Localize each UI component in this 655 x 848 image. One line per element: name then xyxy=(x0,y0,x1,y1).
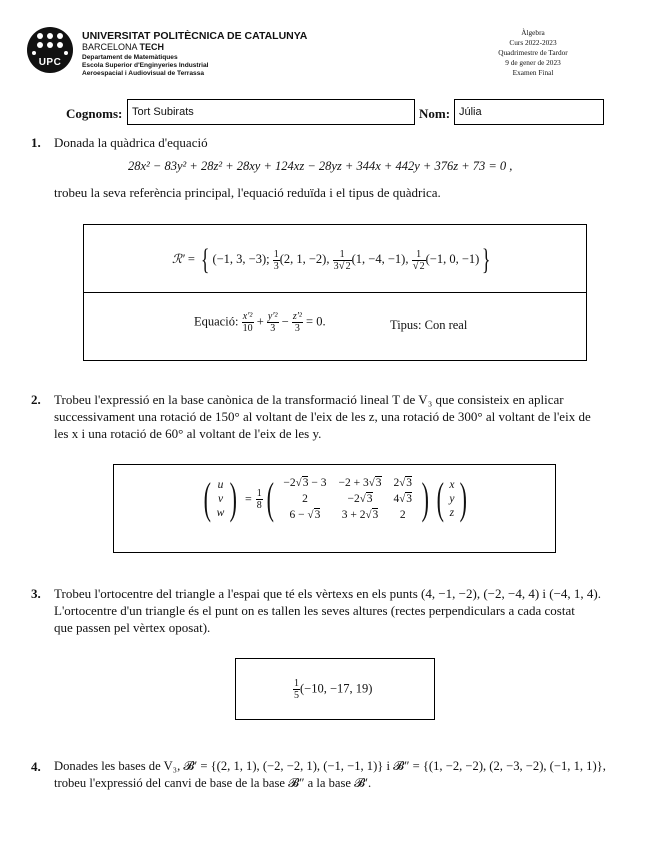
q1-intro: Donada la quàdrica d'equació xyxy=(54,135,208,150)
q2-answer-box xyxy=(113,464,556,553)
q2-text: Trobeu l'expressió en la base canònica de la transformació lineal T de V₃ que consisteix en aplicar successivament una rotació de 150° al voltant de l'eix de les z, una rotació de 300° al voltant de l'eix de les x i una rotació de 60° al voltant de l'eix de les y. xyxy=(54,392,591,441)
q1-answer-box xyxy=(83,224,587,361)
exam-type: Examen Final xyxy=(512,68,554,77)
department-line: Escola Superior d'Enginyeries Industrial xyxy=(82,62,209,69)
name-field[interactable]: Júlia xyxy=(454,99,604,125)
university-name: UNIVERSITAT POLITÈCNICA DE CATALUNYA xyxy=(82,30,308,42)
department-line: Aeroespacial i Audiovisual de Terrassa xyxy=(82,70,205,77)
question-number: 2. xyxy=(31,392,41,407)
logo-text: UPC xyxy=(38,57,62,68)
surname-field[interactable]: Tort Subirats xyxy=(127,99,415,125)
exam-date: 9 de gener de 2023 xyxy=(505,58,561,67)
q1-equation: 28x² − 83y² + 28z² + 28xy + 124xz − 28yz + 344x + 442y + 376z + 73 = 0 , xyxy=(128,159,513,173)
q3-answer-box xyxy=(235,658,435,720)
semester: Quadrimestre de Tardor xyxy=(498,48,568,57)
name-label: Nom: xyxy=(419,106,451,121)
department-line: Departament de Matemàtiques xyxy=(82,54,178,61)
surname-label: Cognoms: xyxy=(66,106,123,121)
q1-reduced-equation: Equació: $\frac{\text{x′²}}{10}$ + $\frac{\text{y′²}}{3}$ − $\frac{\text{z′²}}{3}$ = 0. xyxy=(194,311,326,334)
course-name: Àlgebra xyxy=(521,28,545,37)
question-number: 4. xyxy=(31,759,41,774)
q1-quadric-type: Tipus: Con real xyxy=(390,318,468,332)
q2-matrix-expression: ( u v w ) = $\frac{1}{8}$ ( −2√3 − 3 −2 + 3√3 2√3 2 −2√3 4√3 6 − √3 3 + 2√3 2 ) ( x y z ) xyxy=(203,474,468,523)
question-number: 1. xyxy=(31,135,41,150)
q3-orthocenter: $\frac{1}{5}$ (−10, −17, 19) xyxy=(294,678,373,701)
q3-text: Trobeu l'ortocentre del triangle a l'espai que té els vèrtexs en els punts (4, −1, −2), (−2, −4, 4) i (−4, 1, 4). L'ortocentre d'un triangle és el punt on es tallen les seves altures (rectes perpendiculars a cada costat que passen pel vèrtex oposat). xyxy=(54,586,602,635)
course-year: Curs 2022-2023 xyxy=(509,38,557,47)
q4-text: Donades les bases de V₃, 𝓑′ = {(2, 1, 1), (−2, −2, 1), (−1, −1, 1)} i 𝓑″ = {(1, −2, −2), (2, −3, −2), (−1, 1, 1)}, trobeu l'expressió del canvi de base de la base 𝓑″ a la base 𝓑′. xyxy=(54,759,606,790)
q1-task: trobeu la seva referència principal, l'equació reduïda i el tipus de quàdrica. xyxy=(54,185,441,200)
upc-logo xyxy=(27,27,73,73)
barcelona-tech: BARCELONA TECH xyxy=(82,42,165,52)
q1-principal-reference: ℛ′ = { (−1, 3, −3); $\frac{1}{3}$ (2, 1, −2), $\frac{1}{3√2}$ (1, −4, −1), $\frac{1}{√2}$ (−1, 0, −1)} xyxy=(172,243,491,276)
exam-info xyxy=(458,28,608,78)
question-number: 3. xyxy=(31,586,41,601)
